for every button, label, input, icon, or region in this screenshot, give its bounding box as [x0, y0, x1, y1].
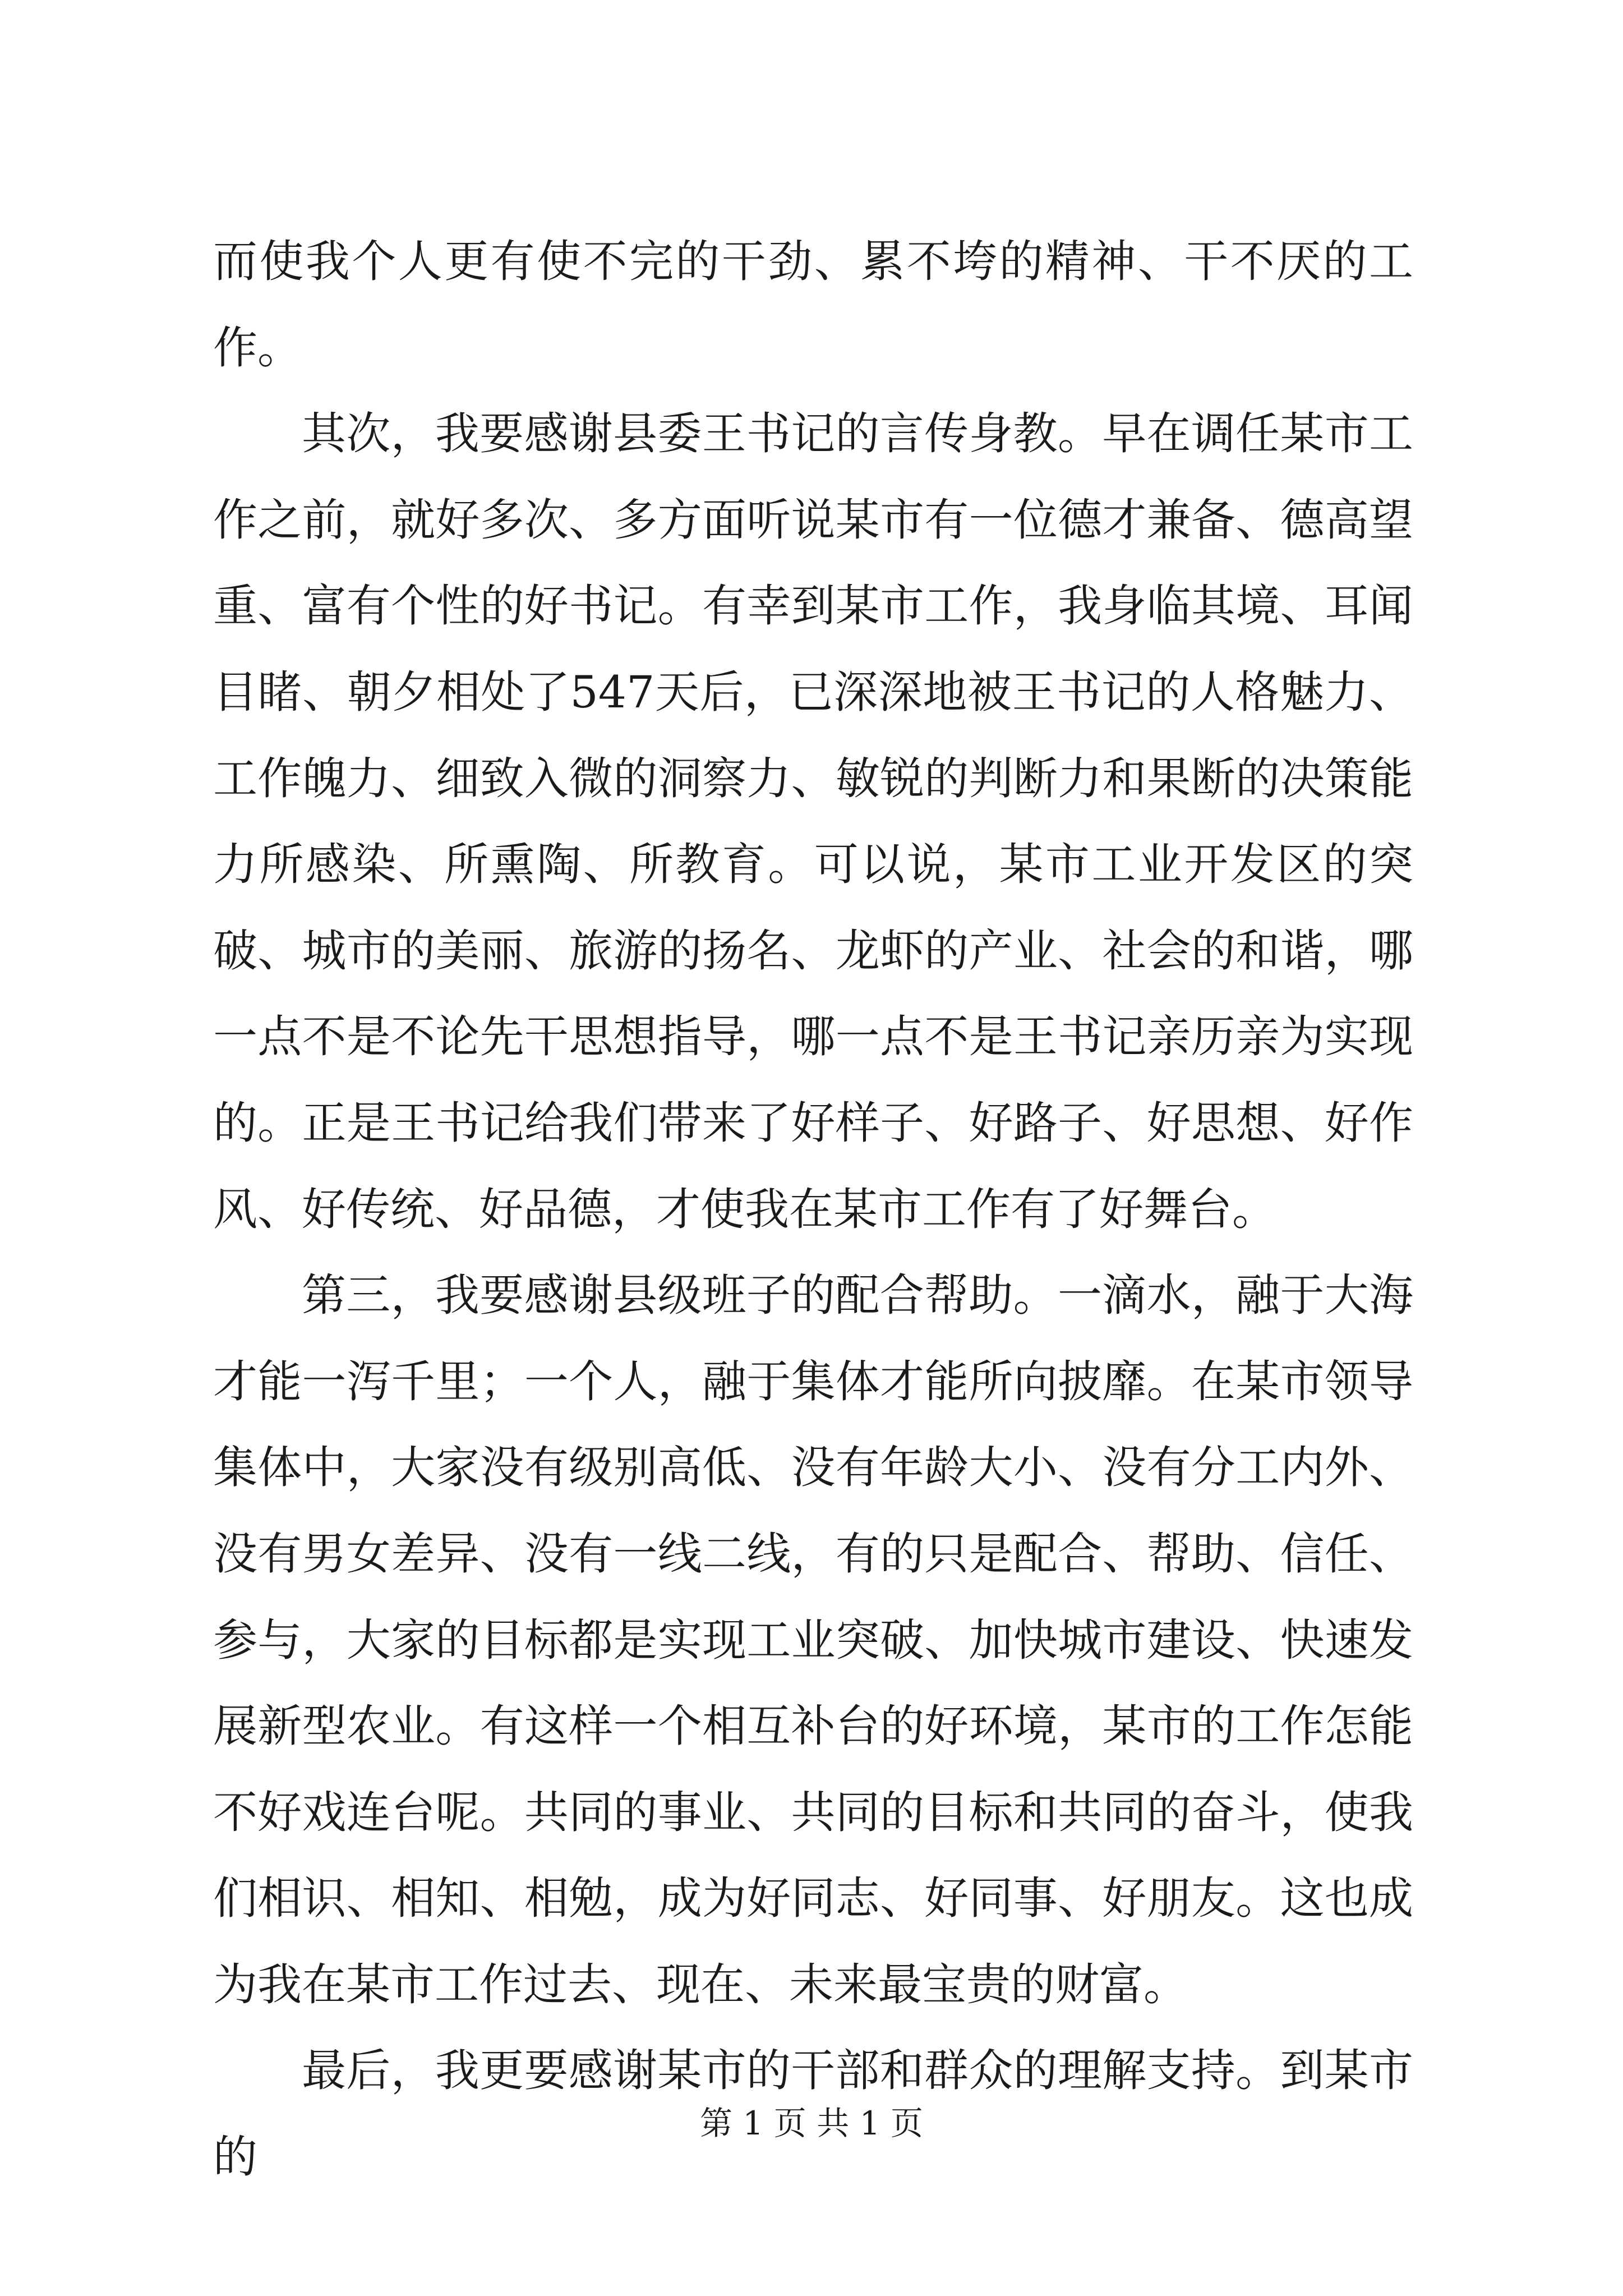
paragraph-secondly: 其次，我要感谢县委王书记的言传身教。早在调任某市工作之前，就好多次、多方面听说某市有一位德才兼备、德高望重、富有个性的好书记。有幸到某市工作，我身临其境、耳闻目睹、朝夕相处了547天后，已深深地被王书记的人格魅力、工作魄力、细致入微的洞察力、敏锐的判断力和果断的决策能力所感染、所熏陶、所教育。可以说，某市工业开发区的突破、城市的美丽、旅游的扬名、龙虾的产业、社会的和谐，哪一点不是不论先干思想指导，哪一点不是王书记亲历亲为实现的。正是王书记给我们带来了好样子、好路子、好思想、好作风、好传统、好品德，才使我在某市工作有了好舞台。: [213, 408, 1413, 1235]
paragraph-finally: 最后，我更要感谢某市的干部和群众的理解支持。到某市的: [213, 2045, 1413, 2183]
paragraph-thirdly: 第三，我要感谢县级班子的配合帮助。一滴水，融于大海才能一泻千里；一个人，融于集体才能所向披靡。在某市领导集体中，大家没有级别高低、没有年龄大小、没有分工内外、没有男女差异、没有一线二线，有的只是配合、帮助、信任、参与，大家的目标都是实现工业突破、加快城市建设、快速发展新型农业。有这样一个相互补台的好环境，某市的工作怎能不好戏连台呢。共同的事业、共同的目标和共同的奋斗，使我们相识、相知、相勉，成为好同志、好同事、好朋友。这也成为我在某市工作过去、现在、未来最宝贵的财富。: [213, 1269, 1413, 2010]
document-body: [213, 219, 1413, 2201]
page-number-footer: 第 1 页 共 1 页: [700, 2104, 923, 2142]
paragraph-continuation: 而使我个人更有使不完的干劲、累不垮的精神、干不厌的工作。: [213, 236, 1413, 374]
